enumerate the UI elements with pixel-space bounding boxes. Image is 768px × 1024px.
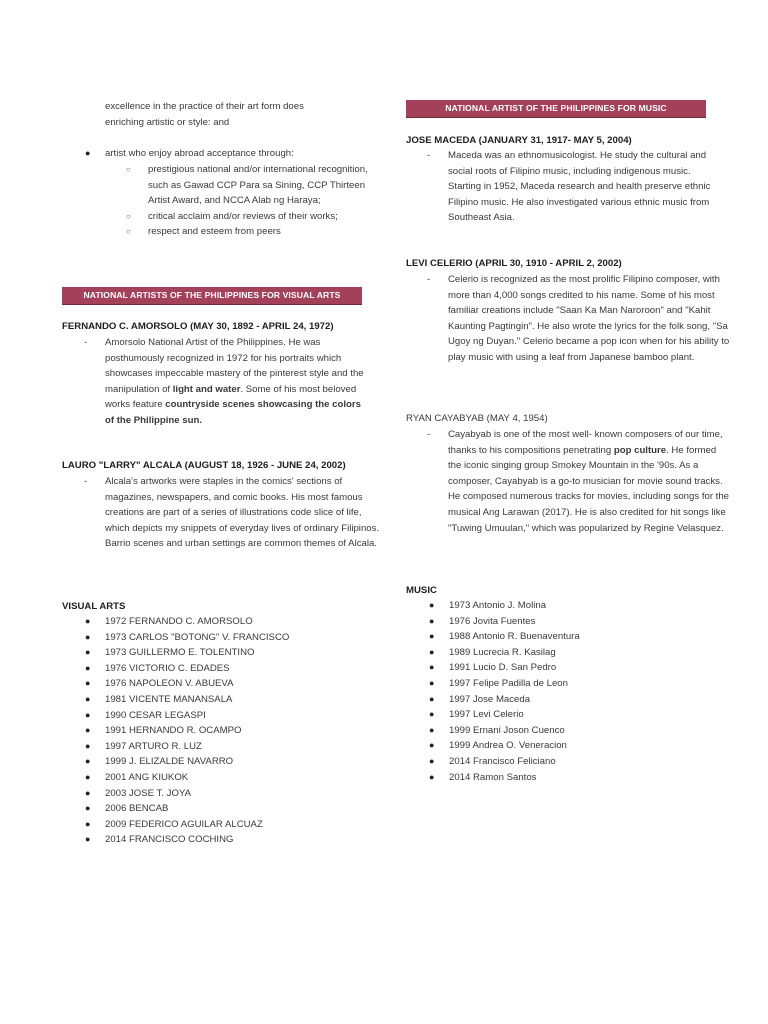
amorsolo-paragraph: - Amorsolo National Artist of the Philippines. He was posthumously recognized in 1972 for his portraits which showcases impeccable mastery of the pinterest style and the manipulation of light and water. Some of his most beloved works feature countryside scenes showcasing the colors of the Philippine sun. <box>84 337 364 426</box>
bullet-icon: ● <box>85 771 91 782</box>
circle-bullet-icon: ○ <box>126 227 131 237</box>
bullet-icon: ● <box>429 709 435 720</box>
bullet-icon: ● <box>85 616 91 626</box>
list-item: ● 2003 JOSE T. JOYA <box>62 786 372 802</box>
maceda-paragraph: - Maceda was an ethnomusicologist. He study the cultural and social roots of Filipino music, including indigenous music. Starting in 1952, Maceda research and health preserve ethnic Filipino music. He also investigated various ethnic music from Southeast Asia. <box>427 150 711 224</box>
list-item: ● 1997 Jose Maceda <box>406 692 716 708</box>
bullet-icon: ● <box>429 615 435 626</box>
bullet-icon: ● <box>429 771 435 782</box>
bullet-icon: ● <box>85 647 91 658</box>
bullet-icon: ● <box>429 740 435 751</box>
criteria-sub-list <box>106 162 368 240</box>
celerio-paragraph: - Celerio is recognized as the most prolific Filipino composer, with more than 4,000 songs credited to his name. Some of his most familiar creations include "Saan Ka Man Naroroon" and "Kahit Kaunting Pagtingin". He also wrote the lyrics for the folk song, "Sa Ugoy ng Duyan." Celerio became a pop icon when for his ability to play music with using a leaf from Japanese bamboo plant. <box>427 274 730 363</box>
bullet-icon: ● <box>85 756 91 767</box>
alcala-paragraph: - Alcala's artworks were staples in the comics' sections of magazines, newspapers, and comic books. His most famous creations are part of a series of illustrations code slice of life, which depicts my snippets of everyday lives of ordinary Filipinos. Barrio scenes and urban settings are common themes of Alcala. <box>84 476 380 550</box>
bullet-icon: ● <box>85 725 91 736</box>
list-item: ● 2006 BENCAB <box>62 801 372 817</box>
bullet-icon: ● <box>429 631 435 642</box>
bullet-icon: ● <box>85 818 91 829</box>
alcala-heading: LAURO "LARRY" ALCALA (AUGUST 18, 1926 - JUNE 24, 2002) <box>62 460 346 471</box>
visual-arts-list-heading: VISUAL ARTS <box>62 601 126 612</box>
bullet-icon: ● <box>429 662 435 673</box>
list-item: ● 1991 Lucio D. San Pedro <box>406 660 716 676</box>
bullet-icon: ● <box>85 662 91 673</box>
criteria-sub-item: ○ critical acclaim and/or reviews of their works; <box>106 209 368 225</box>
criteria-bullet <box>62 146 372 162</box>
list-item: ● 1988 Antonio R. Buenaventura <box>406 629 716 645</box>
list-item: ● 1997 Felipe Padilla de Leon <box>406 676 716 692</box>
bullet-icon: ● <box>429 600 435 610</box>
list-item: ● 1981 VICENTE MANANSALA <box>62 692 372 708</box>
maceda-heading: JOSE MACEDA (JANUARY 31, 1917- MAY 5, 2004) <box>406 135 632 146</box>
list-item: ● 1973 CARLOS "BOTONG" V. FRANCISCO <box>62 630 372 646</box>
visual-arts-list <box>62 614 372 848</box>
amorsolo-heading: FERNANDO C. AMORSOLO (MAY 30, 1892 - APRIL 24, 1972) <box>62 321 334 332</box>
list-item: ● 1972 FERNANDO C. AMORSOLO <box>62 614 372 630</box>
bullet-icon: ● <box>85 709 91 720</box>
criteria-sub-item: ○ prestigious national and/or international recognition, such as Gawad CCP Para sa Sining, CCP Thirteen Artist Award, and NCCA Alab ng Haraya; <box>126 164 368 207</box>
bullet-icon: ● <box>85 693 91 704</box>
list-item: ● 1999 Ernani Joson Cuenco <box>406 723 716 739</box>
list-item: ● 2014 Ramon Santos <box>406 770 716 786</box>
dash-bullet-icon: - <box>84 337 88 348</box>
music-banner: NATIONAL ARTIST OF THE PHILIPPINES FOR MUSIC <box>406 100 706 118</box>
list-item: ● 1997 Levi Celerio <box>406 707 716 723</box>
bullet-icon: ● <box>429 693 435 704</box>
list-item: ● 1976 NAPOLEON V. ABUEVA <box>62 676 372 692</box>
emphasis-text: light and water <box>172 383 241 395</box>
dash-bullet-icon: - <box>427 274 431 285</box>
bullet-icon: ● <box>85 740 91 751</box>
emphasis-text: pop culture <box>613 444 667 456</box>
bullet-icon: ● <box>429 724 435 735</box>
bullet-icon: ● <box>85 803 91 814</box>
criteria-bullet-text: artist who enjoy abroad acceptance through: <box>105 148 294 159</box>
music-list-heading: MUSIC <box>406 585 437 596</box>
bullet-icon: ● <box>85 678 91 689</box>
bullet-icon: ● <box>429 646 435 657</box>
list-item: ● 2009 FEDERICO AGUILAR ALCUAZ <box>62 817 372 833</box>
dash-bullet-icon: - <box>427 429 431 440</box>
continuation-line: enriching artistic or style: and <box>105 116 230 128</box>
bullet-icon: ● <box>85 834 91 845</box>
emphasis-text: countryside scenes showcasing the colors of the Philippine sun. <box>105 399 361 426</box>
celerio-heading: LEVI CELERIO (APRIL 30, 1910 - APRIL 2, 2002) <box>406 258 622 269</box>
continuation-line: excellence in the practice of their art form does <box>105 101 304 112</box>
dash-bullet-icon: - <box>84 476 88 487</box>
circle-bullet-icon: ○ <box>126 165 131 174</box>
bullet-icon: ● <box>85 631 91 642</box>
list-item: ● 1999 J. ELIZALDE NAVARRO <box>62 754 372 770</box>
list-item: ● 1990 CESAR LEGASPI <box>62 708 372 724</box>
list-item: ● 1973 Antonio J. Molina <box>406 598 716 614</box>
circle-bullet-icon: ○ <box>126 211 131 221</box>
list-item: ● 1991 HERNANDO R. OCAMPO <box>62 723 372 739</box>
list-item: ● 1999 Andrea O. Veneracion <box>406 738 716 754</box>
list-item: ● 2014 Francisco Feliciano <box>406 754 716 770</box>
bullet-icon: ● <box>429 677 435 688</box>
list-item: ● 1997 ARTURO R. LUZ <box>62 739 372 755</box>
bullet-icon: ● <box>429 755 435 766</box>
list-item: ● 1973 GUILLERMO E. TOLENTINO <box>62 645 372 661</box>
list-item: ● 1976 VICTORIO C. EDADES <box>62 661 372 677</box>
criteria-sub-item: ○ respect and esteem from peers <box>106 224 368 240</box>
music-list <box>406 598 716 785</box>
list-item: ● 1989 Lucrecia R. Kasilag <box>406 645 716 661</box>
list-item: ● 1976 Jovita Fuentes <box>406 614 716 630</box>
cayabyab-paragraph: - Cayabyab is one of the most well- known composers of our time, thanks to his compositions penetrating pop culture. He formed the iconic singing group Smokey Mountain in the '90s. As a composer, Cayabyab is a go-to musician for movie sound tracks. He composed numerous tracks for movies, including songs for the musical Ang Larawan (2017). He is also credited for hit songs like "Tuwing Umuulan," which was popularized by Regine Velasquez. <box>427 429 730 534</box>
visual-arts-banner: NATIONAL ARTISTS OF THE PHILIPPINES FOR VISUAL ARTS <box>62 287 362 305</box>
bullet-icon: ● <box>85 148 91 158</box>
bullet-icon: ● <box>85 787 91 798</box>
criteria-continuation <box>105 99 375 130</box>
dash-bullet-icon: - <box>427 150 431 161</box>
list-item: ● 2001 ANG KIUKOK <box>62 770 372 786</box>
list-item: ● 2014 FRANCISCO COCHING <box>62 832 372 848</box>
cayabyab-heading: RYAN CAYABYAB (MAY 4, 1954) <box>406 413 548 424</box>
